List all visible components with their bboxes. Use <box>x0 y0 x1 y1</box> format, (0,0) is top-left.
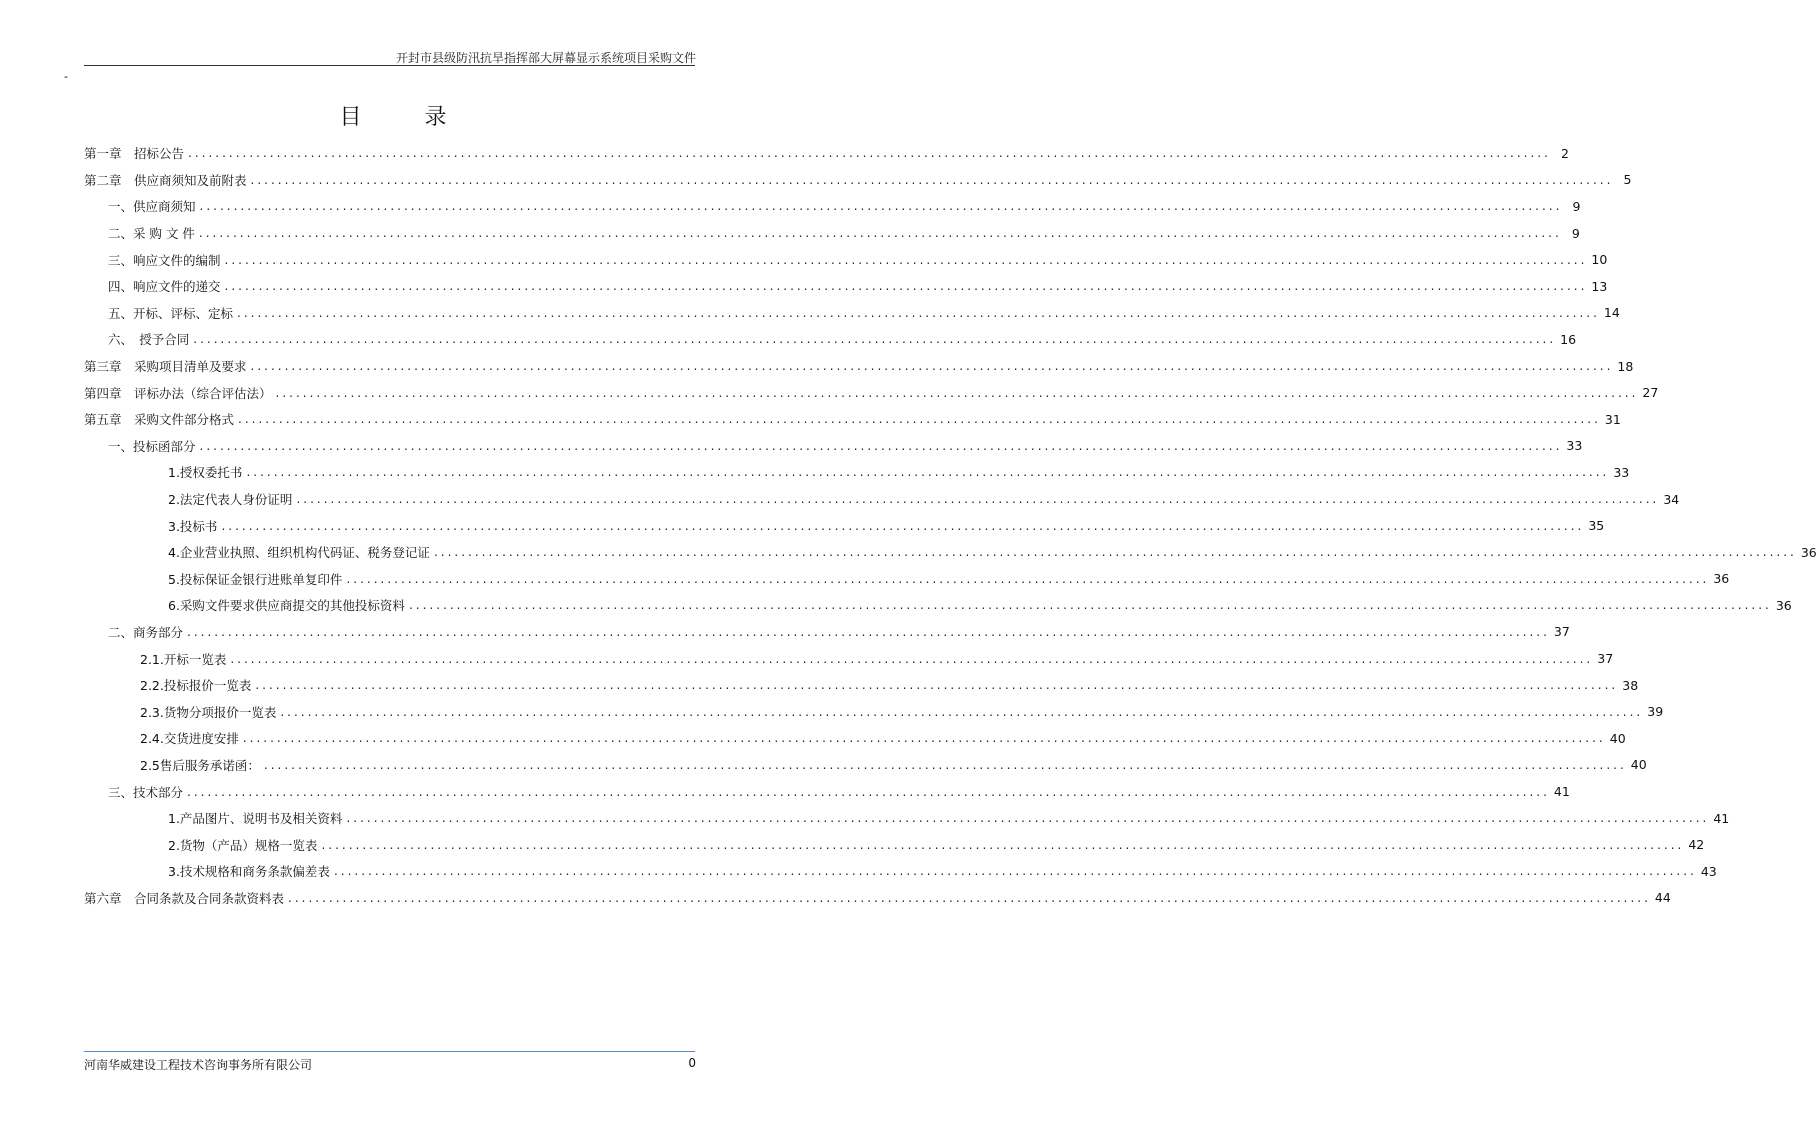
toc-dot-leader: ........................................................................................................................................................................................................ <box>242 731 1606 746</box>
toc-entry-page: 13 <box>1591 278 1608 294</box>
toc-entry-page: 36 <box>1713 571 1730 587</box>
toc-entry-label: 2.5售后服务承诺函： <box>140 757 260 773</box>
toc-entry-label: 6.采购文件要求供应商提交的其他投标资料 <box>168 598 405 614</box>
toc-entry-label: 2.货物（产品）规格一览表 <box>168 837 318 853</box>
toc-entry[interactable] <box>84 566 1730 593</box>
toc-entry-label: 一、投标函部分 <box>108 438 196 454</box>
toc-entry[interactable] <box>84 831 1705 858</box>
toc-entry-label: 2.法定代表人身份证明 <box>168 492 293 508</box>
toc-entry-label: 5.投标保证金银行进账单复印件 <box>168 571 343 587</box>
toc-dot-leader: ........................................................................................................................................................................................................ <box>333 864 1697 879</box>
toc-entry-page: 36 <box>1775 597 1792 613</box>
header-rule <box>84 65 695 66</box>
toc-entry-label: 三、响应文件的编制 <box>108 252 221 268</box>
toc-entry[interactable] <box>84 220 1580 247</box>
toc-dot-leader: ........................................................................................................................................................................................................ <box>237 305 1600 320</box>
toc-dot-leader: ........................................................................................................................................................................................................ <box>199 438 1563 453</box>
toc-entry-page: 34 <box>1663 491 1680 507</box>
toc-dot-leader: ........................................................................................................................................................................................................ <box>224 252 1588 267</box>
toc-entry-label: 四、响应文件的递交 <box>108 279 221 295</box>
toc-entry-page: 33 <box>1566 438 1583 454</box>
toc-entry-label: 1.产品图片、说明书及相关资料 <box>168 811 343 827</box>
toc-entry-page: 18 <box>1617 358 1634 374</box>
toc-entry[interactable] <box>84 273 1608 300</box>
toc-entry-page: 38 <box>1622 677 1639 693</box>
toc-dot-leader: ........................................................................................................................................................................................................ <box>263 757 1627 772</box>
toc-entry-page: 9 <box>1571 225 1580 241</box>
toc-entry-page: 36 <box>1800 544 1817 560</box>
toc-entry[interactable] <box>84 619 1570 646</box>
toc-entry-label: 4.企业营业执照、组织机构代码证、税务登记证 <box>168 545 430 561</box>
footer-rule <box>84 1051 695 1052</box>
toc-dot-leader: ........................................................................................................................................................................................................ <box>246 465 1610 480</box>
toc-entry-page: 41 <box>1713 810 1730 826</box>
toc-entry-label: 第四章 评标办法（综合评估法） <box>84 385 272 401</box>
toc-entry[interactable] <box>84 858 1717 885</box>
toc-entry[interactable] <box>84 246 1608 273</box>
toc-entry-label: 3.技术规格和商务条款偏差表 <box>168 864 330 880</box>
toc-entry[interactable] <box>84 433 1583 460</box>
toc-entry-label: 第六章 合同条款及合同条款资料表 <box>84 890 285 906</box>
toc-dot-leader: ........................................................................................................................................................................................................ <box>193 332 1557 347</box>
toc-entry-label: 2.1.开标一览表 <box>140 651 227 667</box>
toc-dot-leader: ........................................................................................................................................................................................................ <box>238 412 1601 427</box>
toc-entry-page: 9 <box>1572 198 1581 214</box>
toc-entry[interactable] <box>84 193 1581 220</box>
toc-dot-leader: ........................................................................................................................................................................................................ <box>199 199 1563 214</box>
toc-entry[interactable] <box>84 778 1570 805</box>
toc-dot-leader: ........................................................................................................................................................................................................ <box>346 811 1710 826</box>
toc-entry-page: 42 <box>1688 837 1705 853</box>
toc-entry-label: 第二章 供应商须知及前附表 <box>84 172 247 188</box>
toc-entry[interactable] <box>84 672 1639 699</box>
toc-entry-label: 第一章 招标公告 <box>84 146 185 162</box>
toc-entry-page: 2 <box>1560 145 1569 161</box>
toc-entry[interactable] <box>84 167 1632 194</box>
toc-entry-page: 39 <box>1647 704 1664 720</box>
corner-mark: - <box>64 70 68 83</box>
toc-dot-leader: ........................................................................................................................................................................................................ <box>221 518 1585 533</box>
toc-dot-leader: ........................................................................................................................................................................................................ <box>198 226 1562 241</box>
toc-dot-leader: ........................................................................................................................................................................................................ <box>346 571 1710 586</box>
toc-entry-label: 3.投标书 <box>168 518 218 534</box>
toc-entry-page: 37 <box>1553 624 1570 640</box>
toc-entry-page: 33 <box>1613 464 1630 480</box>
toc-dot-leader: ........................................................................................................................................................................................................ <box>321 837 1685 852</box>
toc-dot-leader: ........................................................................................................................................................................................................ <box>250 359 1614 374</box>
toc-entry-page: 27 <box>1642 385 1659 401</box>
toc-dot-leader: ........................................................................................................................................................................................................ <box>224 279 1588 294</box>
toc-entry[interactable] <box>84 326 1577 353</box>
toc-entry-label: 一、供应商须知 <box>108 199 196 215</box>
toc-entry-label: 2.3.货物分项报价一览表 <box>140 704 277 720</box>
toc-entry[interactable] <box>84 725 1626 752</box>
toc-dot-leader: ........................................................................................................................................................................................................ <box>275 385 1639 400</box>
toc-dot-leader: ........................................................................................................................................................................................................ <box>255 678 1619 693</box>
toc-entry-page: 10 <box>1591 252 1608 268</box>
toc-entry-page: 43 <box>1700 863 1717 879</box>
toc-entry[interactable] <box>84 300 1620 327</box>
toc-entry[interactable] <box>84 353 1634 380</box>
toc-entry-label: 三、技术部分 <box>108 784 184 800</box>
toc-entry[interactable] <box>84 539 1817 566</box>
toc-entry-page: 40 <box>1609 730 1626 746</box>
toc-entry[interactable] <box>84 406 1621 433</box>
toc-entry[interactable] <box>84 645 1614 672</box>
footer-company: 河南华威建设工程技术咨询事务所有限公司 <box>84 1058 313 1072</box>
toc-dot-leader: ........................................................................................................................................................................................................ <box>280 704 1644 719</box>
toc-entry-page: 35 <box>1588 518 1605 534</box>
toc-dot-leader: ........................................................................................................................................................................................................ <box>250 172 1614 187</box>
toc-entry-page: 40 <box>1630 757 1647 773</box>
toc-dot-leader: ........................................................................................................................................................................................................ <box>408 598 1772 613</box>
toc-dot-leader: ........................................................................................................................................................................................................ <box>288 890 1651 905</box>
toc-entry-label: 2.4.交货进度安排 <box>140 731 239 747</box>
toc-entry-label: 1.授权委托书 <box>168 465 243 481</box>
toc-entry-page: 5 <box>1623 172 1632 188</box>
toc-entry[interactable] <box>84 512 1605 539</box>
toc-entry-page: 41 <box>1553 784 1570 800</box>
toc-dot-leader: ........................................................................................................................................................................................................ <box>296 492 1660 507</box>
toc-entry[interactable] <box>84 805 1730 832</box>
table-of-contents <box>84 140 1817 911</box>
toc-entry[interactable] <box>84 486 1680 513</box>
toc-entry-label: 第三章 采购项目清单及要求 <box>84 359 247 375</box>
toc-entry-page: 44 <box>1654 890 1671 906</box>
toc-entry-label: 五、开标、评标、定标 <box>108 305 234 321</box>
toc-dot-leader: ........................................................................................................................................................................................................ <box>433 545 1797 560</box>
toc-dot-leader: ........................................................................................................................................................................................................ <box>188 146 1551 161</box>
toc-entry-page: 14 <box>1603 305 1620 321</box>
footer-page-number: 0 <box>688 1056 696 1070</box>
toc-entry-label: 第五章 采购文件部分格式 <box>84 412 235 428</box>
toc-entry-page: 37 <box>1597 651 1614 667</box>
toc-title: 目 录 <box>339 105 475 130</box>
toc-entry-page: 16 <box>1560 331 1577 347</box>
toc-entry[interactable] <box>84 698 1664 725</box>
toc-entry[interactable] <box>84 592 1792 619</box>
toc-entry[interactable] <box>84 885 1671 912</box>
toc-entry-label: 六、 授予合同 <box>108 332 190 348</box>
toc-dot-leader: ........................................................................................................................................................................................................ <box>230 651 1594 666</box>
toc-dot-leader: ........................................................................................................................................................................................................ <box>187 624 1550 639</box>
document-header-title: 开封市县级防汛抗旱指挥部大屏幕显示系统项目采购文件 <box>395 51 696 65</box>
toc-entry[interactable] <box>84 459 1630 486</box>
toc-entry[interactable] <box>84 140 1569 167</box>
toc-entry-label: 2.2.投标报价一览表 <box>140 678 252 694</box>
toc-entry-label: 二、采 购 文 件 <box>108 226 195 242</box>
toc-entry[interactable] <box>84 752 1647 779</box>
toc-entry[interactable] <box>84 379 1659 406</box>
toc-dot-leader: ........................................................................................................................................................................................................ <box>187 784 1550 799</box>
toc-entry-label: 二、商务部分 <box>108 624 184 640</box>
toc-entry-page: 31 <box>1604 411 1621 427</box>
